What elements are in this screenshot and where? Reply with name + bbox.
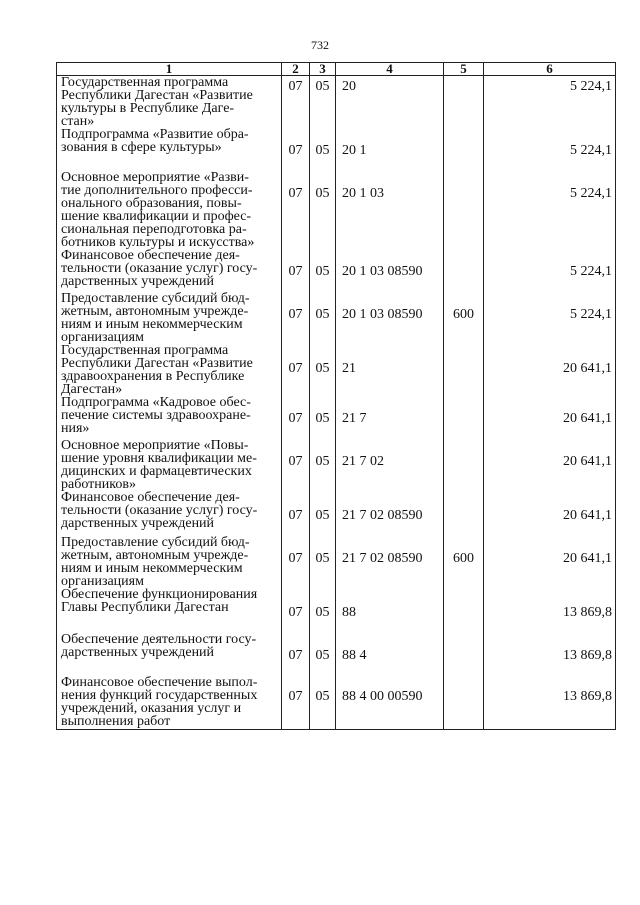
row-name-line: Предоставление субсидий бюд- (61, 291, 250, 306)
row-name-line: жетным, автономным учрежде- (61, 304, 249, 319)
row-target-article-cell: 21 (336, 344, 444, 396)
row-amount-cell: 20 641,1 (484, 344, 616, 396)
table-row (57, 536, 616, 588)
row-name-line: печение системы здравоохране- (61, 408, 251, 423)
row-name-line: Республики Дагестан «Развитие (61, 356, 253, 371)
table-row (57, 249, 616, 292)
row-expense-type-cell (444, 588, 484, 633)
row-subsection-cell: 05 (310, 128, 336, 171)
row-name-line: сиональная переподготовка ра- (61, 222, 247, 237)
row-name-line: дарственных учреждений (61, 516, 215, 531)
row-name-line: организациям (61, 574, 144, 589)
row-target-article-cell: 88 (336, 588, 444, 633)
row-name-cell (57, 292, 282, 344)
row-expense-type-cell (444, 396, 484, 439)
row-name-line: Обеспечение функционирования (61, 587, 258, 602)
row-name-line: ботников культуры и искусства» (61, 235, 255, 250)
row-name-line: жетным, автономным учрежде- (61, 548, 249, 563)
header-col-3: 3 (310, 63, 336, 76)
row-name-line: Главы Республики Дагестан (61, 600, 229, 615)
header-col-6: 6 (484, 63, 616, 76)
row-name-cell (57, 76, 282, 129)
table-row (57, 128, 616, 171)
row-target-article-cell: 21 7 02 08590 (336, 491, 444, 536)
row-expense-type-cell (444, 171, 484, 249)
row-section-cell: 07 (282, 76, 310, 129)
row-section-cell: 07 (282, 633, 310, 676)
row-amount-cell: 20 641,1 (484, 491, 616, 536)
row-name-line: ниям и иным некоммерческим (61, 561, 243, 576)
row-expense-type-cell (444, 439, 484, 491)
table-row (57, 491, 616, 536)
row-expense-type-cell: 600 (444, 536, 484, 588)
row-amount-cell: 5 224,1 (484, 171, 616, 249)
row-name-line: здравоохранения в Республике (61, 369, 245, 384)
row-expense-type-cell (444, 344, 484, 396)
table-row (57, 171, 616, 249)
row-subsection-cell: 05 (310, 536, 336, 588)
row-name-line: нения функций государственных (61, 688, 258, 703)
row-subsection-cell: 05 (310, 396, 336, 439)
row-name-cell (57, 249, 282, 292)
row-section-cell: 07 (282, 171, 310, 249)
row-target-article-cell: 20 1 (336, 128, 444, 171)
row-section-cell: 07 (282, 676, 310, 730)
row-target-article-cell: 88 4 (336, 633, 444, 676)
row-name-line: шение квалификации и профес- (61, 209, 252, 224)
header-col-4: 4 (336, 63, 444, 76)
row-section-cell: 07 (282, 396, 310, 439)
row-target-article-cell: 88 4 00 00590 (336, 676, 444, 730)
row-name-cell (57, 588, 282, 633)
row-amount-cell: 5 224,1 (484, 249, 616, 292)
row-name-cell (57, 491, 282, 536)
row-section-cell: 07 (282, 491, 310, 536)
header-col-2: 2 (282, 63, 310, 76)
row-name-line: Подпрограмма «Развитие обра- (61, 127, 249, 142)
row-name-cell (57, 633, 282, 676)
row-section-cell: 07 (282, 292, 310, 344)
row-name-cell (57, 676, 282, 730)
row-target-article-cell: 20 1 03 (336, 171, 444, 249)
table-row (57, 292, 616, 344)
row-name-line: выполнения работ (61, 714, 171, 729)
row-name-cell (57, 344, 282, 396)
row-name-line: дицинских и фармацевтических (61, 464, 252, 479)
row-name-line: Обеспечение деятельности госу- (61, 632, 257, 647)
row-amount-cell: 20 641,1 (484, 536, 616, 588)
row-name-line: тие дополнительного професси- (61, 183, 253, 198)
row-amount-cell: 20 641,1 (484, 396, 616, 439)
table-row (57, 396, 616, 439)
row-name-line: зования в сфере культуры» (61, 140, 222, 155)
row-subsection-cell: 05 (310, 344, 336, 396)
row-name-line: организациям (61, 330, 144, 345)
row-name-cell (57, 536, 282, 588)
table-row (57, 344, 616, 396)
row-target-article-cell: 21 7 02 08590 (336, 536, 444, 588)
row-name-line: тельности (оказание услуг) госу- (61, 503, 258, 518)
row-expense-type-cell (444, 491, 484, 536)
row-name-line: учреждений, оказания услуг и (61, 701, 242, 716)
page-number: 732 (311, 38, 329, 52)
table-row (57, 676, 616, 730)
row-subsection-cell: 05 (310, 676, 336, 730)
row-subsection-cell: 05 (310, 491, 336, 536)
row-expense-type-cell (444, 633, 484, 676)
row-subsection-cell: 05 (310, 76, 336, 129)
row-name-line: Предоставление субсидий бюд- (61, 535, 250, 550)
row-subsection-cell: 05 (310, 439, 336, 491)
row-name-cell (57, 439, 282, 491)
row-target-article-cell: 20 (336, 76, 444, 129)
row-section-cell: 07 (282, 249, 310, 292)
table-body (57, 76, 616, 730)
budget-table (56, 62, 616, 730)
row-amount-cell: 13 869,8 (484, 676, 616, 730)
row-subsection-cell: 05 (310, 249, 336, 292)
row-name-line: Основное мероприятие «Повы- (61, 438, 249, 453)
row-name-line: работников» (61, 477, 136, 492)
row-target-article-cell: 20 1 03 08590 (336, 249, 444, 292)
table-row (57, 76, 616, 129)
row-section-cell: 07 (282, 588, 310, 633)
table-header-row (57, 63, 616, 76)
row-section-cell: 07 (282, 439, 310, 491)
row-section-cell: 07 (282, 536, 310, 588)
row-amount-cell: 13 869,8 (484, 633, 616, 676)
row-subsection-cell: 05 (310, 292, 336, 344)
row-target-article-cell: 20 1 03 08590 (336, 292, 444, 344)
row-expense-type-cell (444, 676, 484, 730)
row-name-line: Республики Дагестан «Развитие (61, 88, 253, 103)
row-name-line: Государственная программа (61, 75, 229, 90)
row-expense-type-cell (444, 128, 484, 171)
row-name-line: Государственная программа (61, 343, 229, 358)
row-amount-cell: 5 224,1 (484, 76, 616, 129)
row-subsection-cell: 05 (310, 588, 336, 633)
row-amount-cell: 13 869,8 (484, 588, 616, 633)
row-name-cell (57, 171, 282, 249)
row-name-line: стан» (61, 114, 95, 129)
table-row (57, 633, 616, 676)
row-name-line: дарственных учреждений (61, 645, 215, 660)
row-subsection-cell: 05 (310, 171, 336, 249)
row-name-line: дарственных учреждений (61, 274, 215, 289)
row-name-cell (57, 396, 282, 439)
header-col-1: 1 (57, 63, 282, 76)
row-section-cell: 07 (282, 344, 310, 396)
row-amount-cell: 5 224,1 (484, 292, 616, 344)
row-name-cell (57, 128, 282, 171)
row-name-line: Дагестан» (61, 382, 123, 397)
row-name-line: Финансовое обеспечение дея- (61, 490, 240, 505)
row-expense-type-cell (444, 76, 484, 129)
row-name-line: ниям и иным некоммерческим (61, 317, 243, 332)
header-col-5: 5 (444, 63, 484, 76)
row-name-line: культуры в Республике Даге- (61, 101, 235, 116)
row-name-line: Финансовое обеспечение дея- (61, 248, 240, 263)
row-name-line: тельности (оказание услуг) госу- (61, 261, 258, 276)
row-name-line: онального образования, повы- (61, 196, 242, 211)
row-section-cell: 07 (282, 128, 310, 171)
table-row (57, 439, 616, 491)
row-name-line: Финансовое обеспечение выпол- (61, 675, 258, 690)
row-name-line: Подпрограмма «Кадровое обес- (61, 395, 251, 410)
row-expense-type-cell: 600 (444, 292, 484, 344)
row-amount-cell: 5 224,1 (484, 128, 616, 171)
row-name-line: Основное мероприятие «Разви- (61, 170, 249, 185)
row-amount-cell: 20 641,1 (484, 439, 616, 491)
row-subsection-cell: 05 (310, 633, 336, 676)
row-name-line: шение уровня квалификации ме- (61, 451, 257, 466)
row-expense-type-cell (444, 249, 484, 292)
row-name-line: ния» (61, 421, 90, 436)
table-row (57, 588, 616, 633)
row-target-article-cell: 21 7 (336, 396, 444, 439)
row-target-article-cell: 21 7 02 (336, 439, 444, 491)
